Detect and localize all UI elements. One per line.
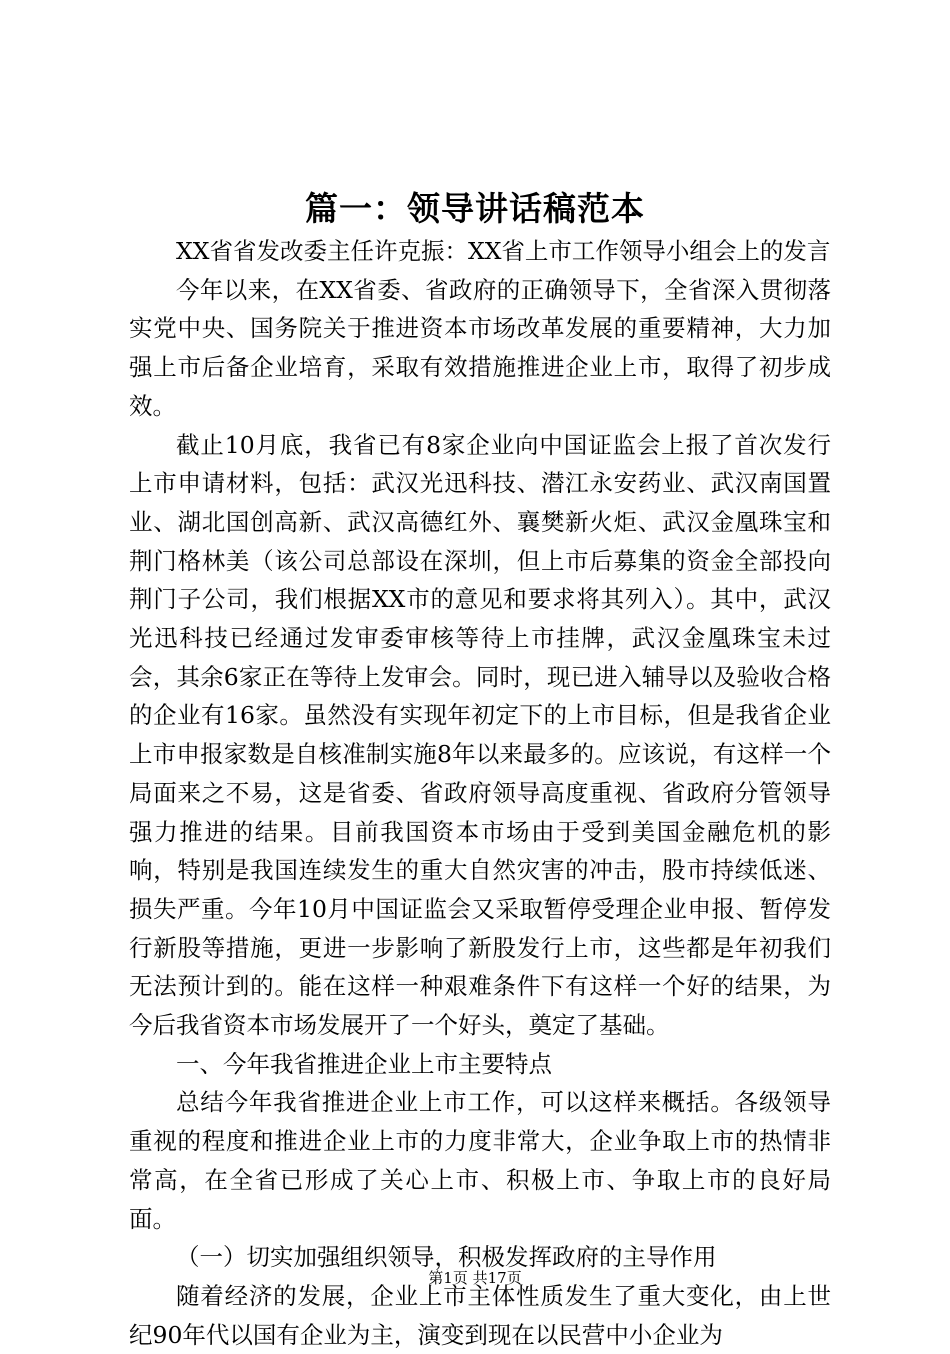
document-body: [129, 232, 831, 1354]
document-title: 篇一：领导讲话稿范本: [305, 189, 645, 228]
progress-paragraph: 截止10月底，我省已有8家企业向中国证监会上报了首次发行上市申请材料，包括：武汉光迅科技、潜江永安药业、武汉南国置业、湖北国创高新、武汉高德红外、襄樊新火炬、武汉金凰珠宝和荆门格林美（该公司总部设在深圳，但上市后募集的资金全部投向荆门子公司，我们根据XX市的意见和要求将其列入）。其中，武汉光迅科技已经通过发审委审核等待上市挂牌，武汉金凰珠宝未过会，其余6家正在等待上发审会。同时，现已进入辅导以及验收合格的企业有16家。虽然没有实现年初定下的上市目标，但是我省企业上市申报家数是自核准制实施8年以来最多的。应该说，有这样一个局面来之不易，这是省委、省政府领导高度重视、省政府分管领导强力推进的结果。目前我国资本市场由于受到美国金融危机的影响，特别是我国连续发生的重大自然灾害的冲击，股市持续低迷、损失严重。今年10月中国证监会又采取暂停受理企业申报、暂停发行新股等措施，更进一步影响了新股发行上市，这些都是年初我们无法预计到的。能在这样一种艰难条件下有这样一个好的结果，为今后我省资本市场发展开了一个好头，奠定了基础。: [129, 430, 831, 1040]
subsection-heading: （一）切实加强组织领导，积极发挥政府的主导作用: [176, 1243, 717, 1272]
speech-heading-line: XX省省发改委主任许克振：XX省上市工作领导小组会上的发言: [176, 237, 831, 265]
page-number: 第1页 共17页: [428, 1269, 522, 1287]
summary-paragraph: 总结今年我省推进企业上市工作，可以这样来概括。各级领导重视的程度和推进企业上市的力度非常大，企业争取上市的热情非常高，在全省已形成了关心上市、积极上市、争取上市的良好局面。: [129, 1088, 831, 1233]
intro-paragraph: 今年以来，在XX省委、省政府的正确领导下，全省深入贯彻落实党中央、国务院关于推进资本市场改革发展的重要精神，大力加强上市后备企业培育，采取有效措施推进企业上市，取得了初步成效。: [129, 275, 831, 420]
body-paragraph: 随着经济的发展，企业上市主体性质发生了重大变化，由上世纪90年代以国有企业为主，演变到现在以民营中小企业为: [129, 1281, 831, 1349]
section-heading: 一、今年我省推进企业上市主要特点: [176, 1049, 552, 1078]
